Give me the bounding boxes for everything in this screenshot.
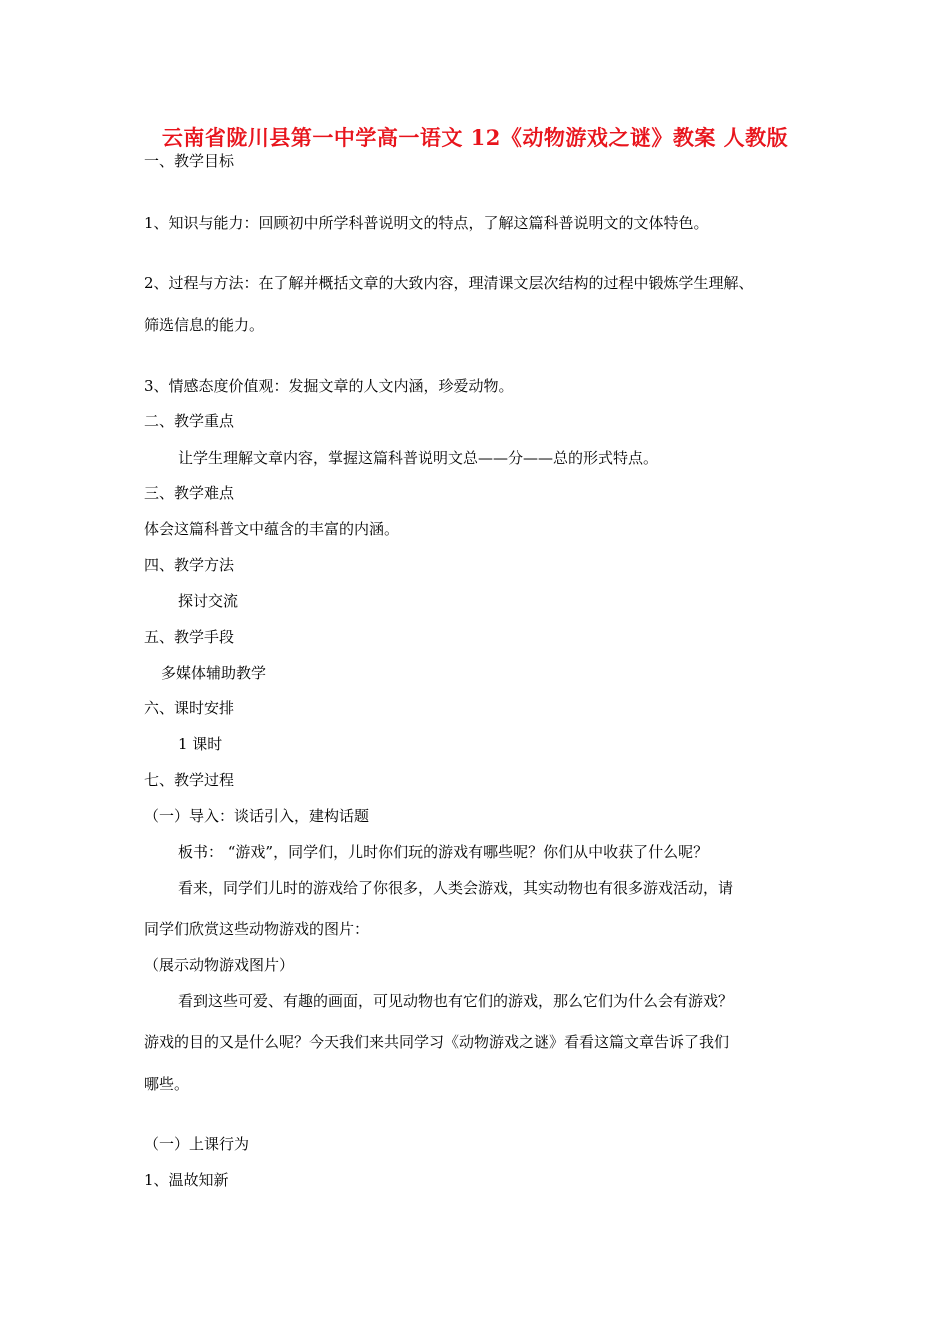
- objective-process: 2、过程与方法：在了解并概括文章的大致内容，理清课文层次结构的过程中锻炼学生理解、: [144, 274, 754, 292]
- process-paragraph-1-cont: 同学们欣赏这些动物游戏的图片：: [144, 920, 370, 938]
- process-paragraph-2-cont: 游戏的目的又是什么呢？今天我们来共同学习《动物游戏之谜》看看这篇文章告诉了我们: [144, 1033, 730, 1051]
- review-heading: 1、温故知新: [144, 1171, 229, 1189]
- section-heading-means: 五、教学手段: [144, 628, 235, 646]
- process-show-pictures: （展示动物游戏图片）: [144, 956, 295, 974]
- schedule-text: 1 课时: [178, 735, 223, 753]
- objective-knowledge: 1、知识与能力：回顾初中所学科普说明文的特点，了解这篇科普说明文的文体特色。: [144, 214, 709, 232]
- section-heading-key-points: 二、教学重点: [144, 412, 235, 430]
- difficulties-text: 体会这篇科普文中蕴含的丰富的内涵。: [144, 520, 400, 538]
- document-title: 云南省陇川县第一中学高一语文 12《动物游戏之谜》教案 人教版: [161, 125, 789, 150]
- section-heading-difficulties: 三、教学难点: [144, 484, 235, 502]
- process-blackboard: 板书： “游戏”，同学们，儿时你们玩的游戏有哪些呢？你们从中收获了什么呢？: [178, 843, 709, 861]
- process-paragraph-2: 看到这些可爱、有趣的画面，可见动物也有它们的游戏，那么它们为什么会有游戏？: [178, 992, 734, 1010]
- methods-text: 探讨交流: [178, 592, 239, 610]
- key-points-text: 让学生理解文章内容，掌握这篇科普说明文总——分——总的形式特点。: [178, 449, 659, 467]
- section-heading-schedule: 六、课时安排: [144, 699, 235, 717]
- objective-attitude: 3、情感态度价值观：发掘文章的人文内涵，珍爱动物。: [144, 377, 514, 395]
- process-paragraph-2-end: 哪些。: [144, 1075, 190, 1093]
- section-heading-process: 七、教学过程: [144, 771, 235, 789]
- section-heading-methods: 四、教学方法: [144, 556, 235, 574]
- objective-process-cont: 筛选信息的能力。: [144, 316, 265, 334]
- means-text: 多媒体辅助教学: [161, 664, 267, 682]
- class-behavior-heading: （一）上课行为: [144, 1135, 250, 1153]
- section-heading-objectives: 一、教学目标: [144, 152, 235, 170]
- process-intro-heading: （一）导入：谈话引入，建构话题: [144, 807, 370, 825]
- process-paragraph-1: 看来，同学们儿时的游戏给了你很多，人类会游戏，其实动物也有很多游戏活动，请: [178, 879, 734, 897]
